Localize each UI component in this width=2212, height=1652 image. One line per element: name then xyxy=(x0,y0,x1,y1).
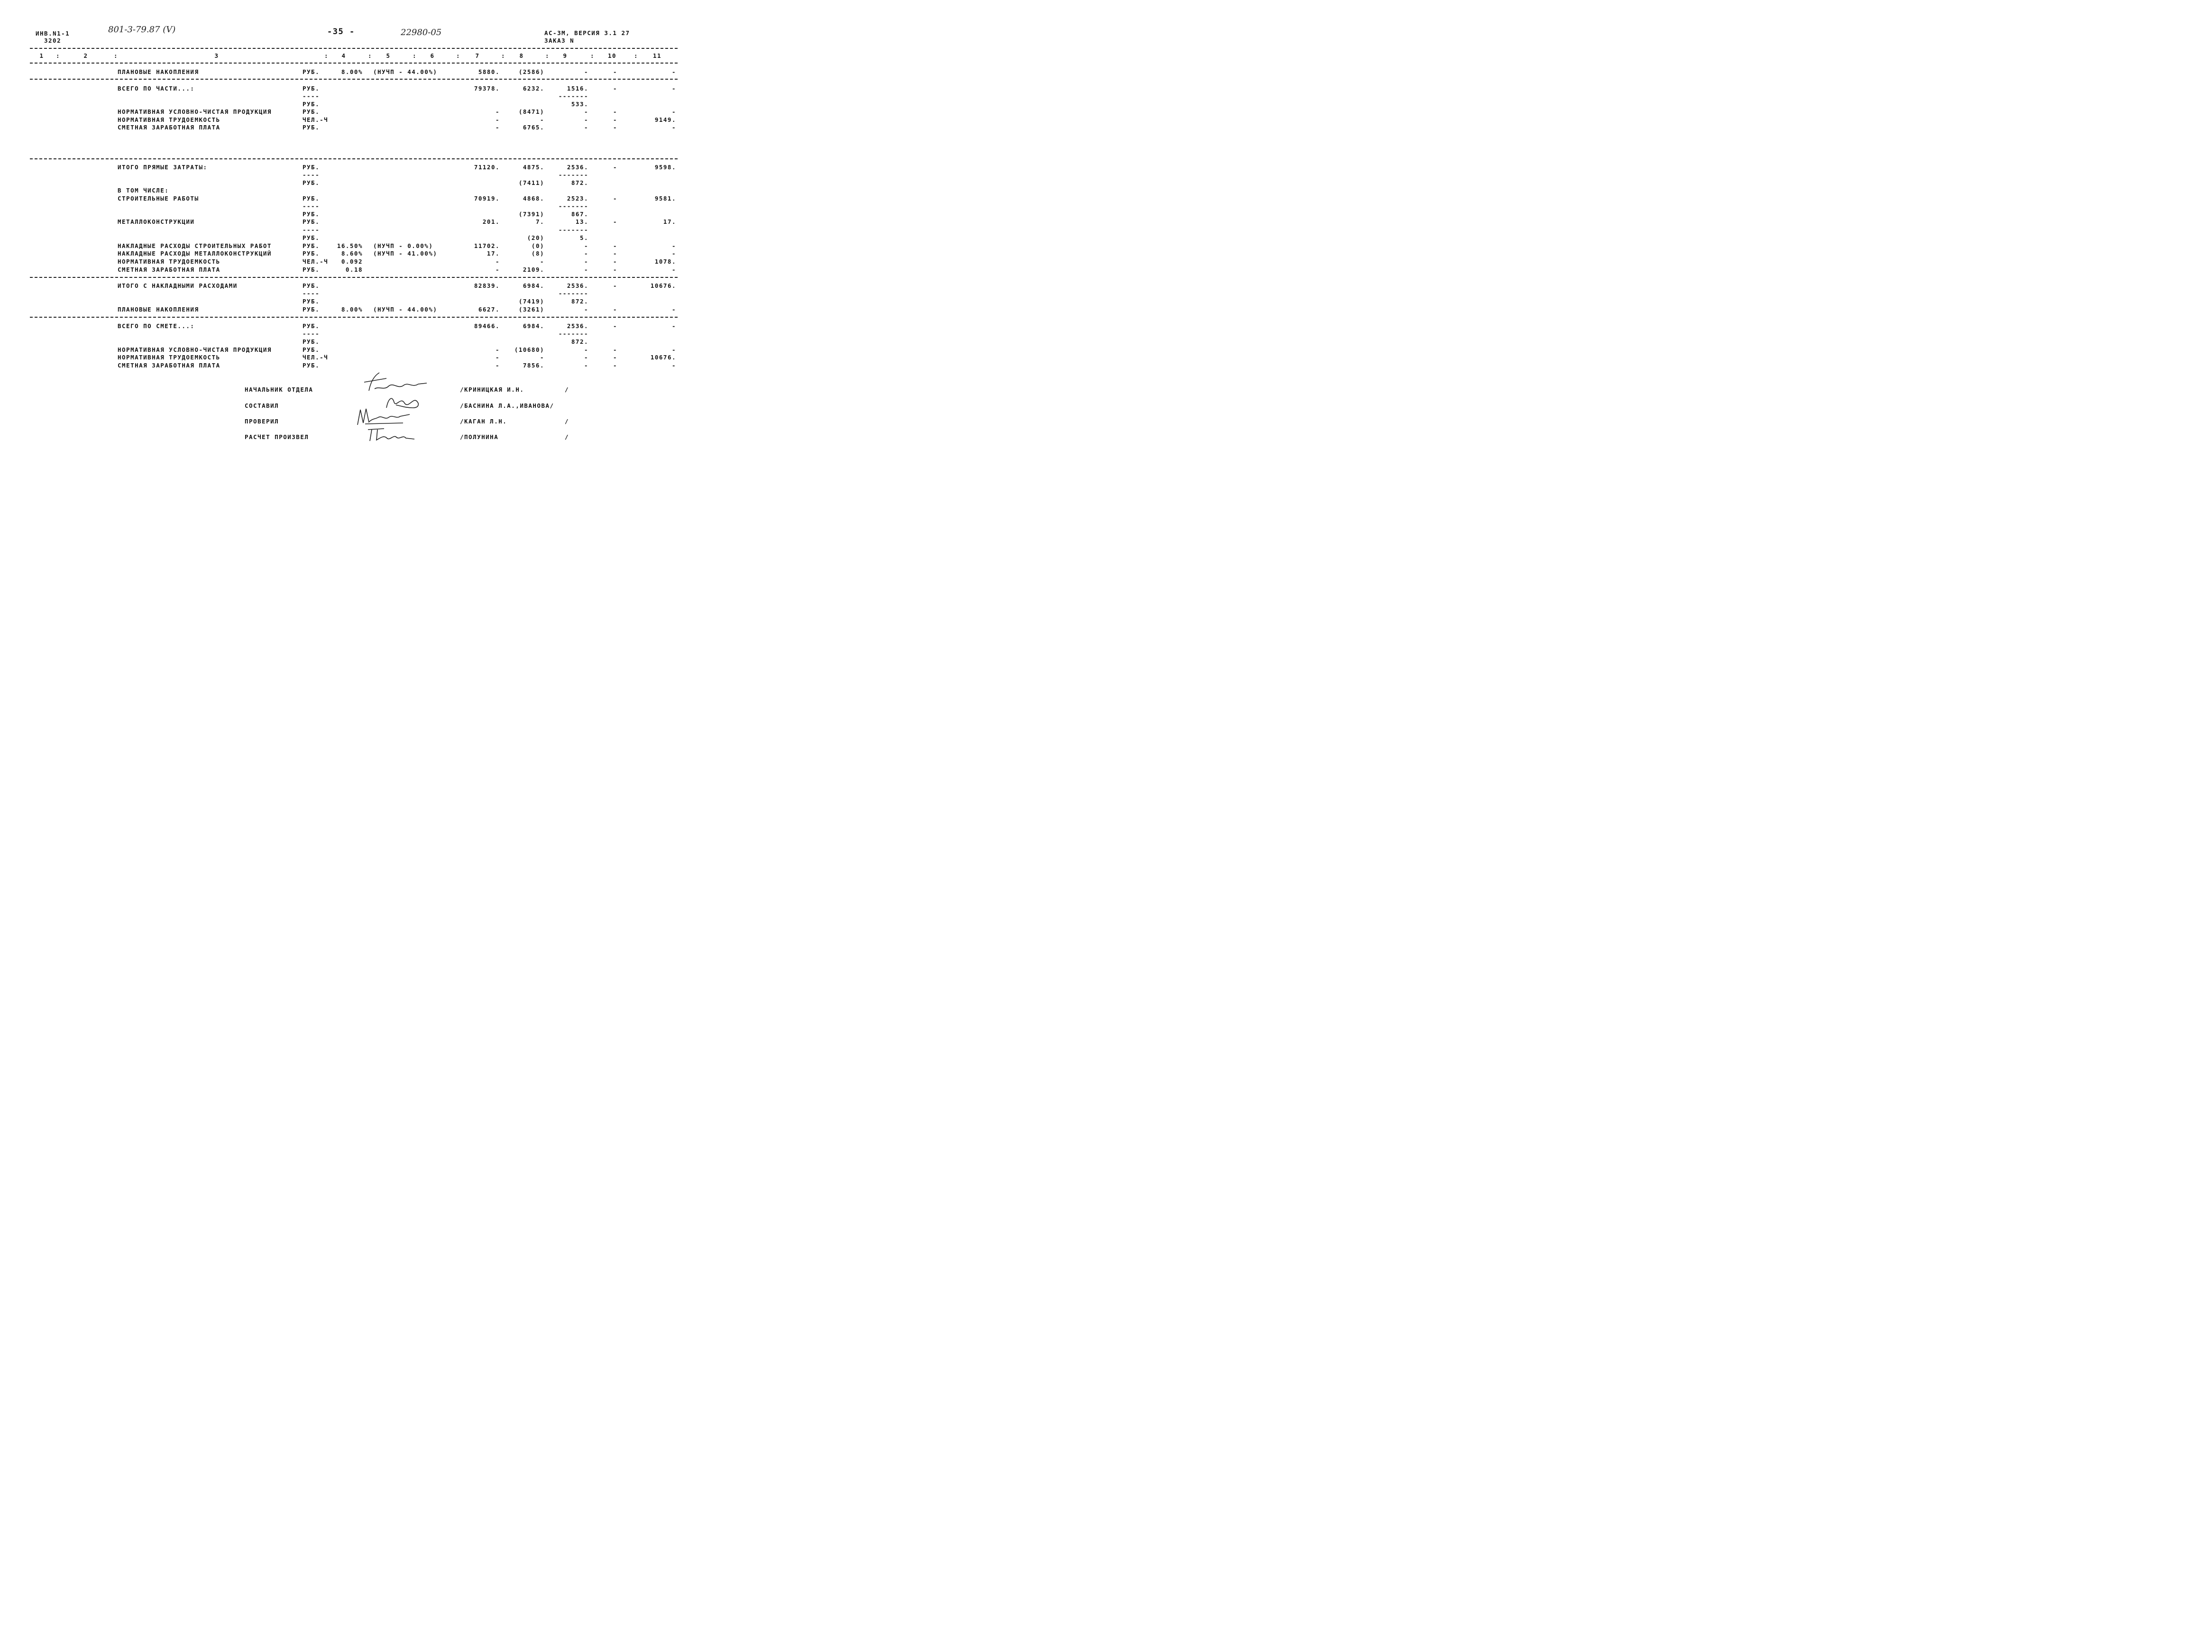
column-number: 4 xyxy=(341,52,346,59)
table-cell: (7419) xyxy=(518,298,544,305)
table-cell: ------- xyxy=(558,330,588,337)
table-cell: РУБ. xyxy=(303,218,320,225)
table-cell: - xyxy=(584,242,588,249)
table-cell: (7391) xyxy=(518,211,544,218)
table-cell: ---- xyxy=(303,92,320,100)
column-separator: : xyxy=(368,52,373,59)
table-cell: РУБ. xyxy=(303,362,320,369)
table-cell: ------- xyxy=(558,290,588,297)
table-cell: РУБ. xyxy=(303,306,320,313)
table-cell: (8471) xyxy=(518,108,544,115)
table-cell: - xyxy=(613,116,617,123)
column-separator: : xyxy=(545,52,550,59)
table-cell: ------- xyxy=(558,202,588,210)
table-cell: (8) xyxy=(531,250,544,257)
table-cell: 867. xyxy=(571,211,588,218)
table-cell: - xyxy=(613,85,617,92)
table-cell: - xyxy=(671,124,676,131)
table-cell: (0) xyxy=(531,242,544,249)
table-cell: РУБ. xyxy=(303,234,320,241)
table-cell: 89466. xyxy=(474,322,500,330)
signature-role: НАЧАЛЬНИК ОТДЕЛА xyxy=(245,386,313,393)
table-cell: НОРМАТИВНАЯ ТРУДОЕМКОСТЬ xyxy=(118,354,220,361)
table-cell: РУБ. xyxy=(303,242,320,249)
section-rule xyxy=(30,277,678,278)
signature-end: / xyxy=(565,433,569,441)
table-cell: - xyxy=(540,354,544,361)
table-cell: 11702. xyxy=(474,242,500,249)
table-cell: 6627. xyxy=(478,306,500,313)
handwritten-order-number: 22980-05 xyxy=(401,28,442,37)
program-version: АС-3М, ВЕРСИЯ 3.1 27 xyxy=(544,29,630,37)
table-cell: - xyxy=(613,108,617,115)
table-cell: 4875. xyxy=(523,164,544,171)
table-cell: НОРМАТИВНАЯ УСЛОВНО-ЧИСТАЯ ПРОДУКЦИЯ xyxy=(118,346,272,353)
table-cell: (2586) xyxy=(518,68,544,75)
table-cell: - xyxy=(613,282,617,289)
table-cell: 16.50% xyxy=(337,242,363,249)
table-cell: 872. xyxy=(571,298,588,305)
table-cell: (10680) xyxy=(514,346,544,353)
table-cell: - xyxy=(613,346,617,353)
table-cell: ЧЕЛ.-Ч xyxy=(303,354,329,361)
table-cell: - xyxy=(613,250,617,257)
table-cell: 9581. xyxy=(654,195,676,202)
table-cell: 79378. xyxy=(474,85,500,92)
section-rule xyxy=(30,158,678,159)
section-rule xyxy=(30,317,678,318)
table-cell: НАКЛАДНЫЕ РАСХОДЫ МЕТАЛЛОКОНСТРУКЦИЙ xyxy=(118,250,272,257)
column-separator: : xyxy=(413,52,417,59)
column-number: 8 xyxy=(519,52,524,59)
column-number: 3 xyxy=(214,52,219,59)
table-cell: 6984. xyxy=(523,282,544,289)
table-cell: ---- xyxy=(303,330,320,337)
column-separator: : xyxy=(114,52,119,59)
table-cell: 2536. xyxy=(567,322,588,330)
table-cell: - xyxy=(613,266,617,273)
table-cell: РУБ. xyxy=(303,282,320,289)
order-label: ЗАКАЗ N xyxy=(544,37,575,44)
column-number: 7 xyxy=(475,52,480,59)
inventory-label: ИНВ.N1-1 xyxy=(36,30,70,37)
column-number: 6 xyxy=(430,52,435,59)
table-cell: ------- xyxy=(558,226,588,233)
table-cell: - xyxy=(495,266,500,273)
table-cell: - xyxy=(671,322,676,330)
table-cell: 71120. xyxy=(474,164,500,171)
table-cell: НОРМАТИВНАЯ ТРУДОЕМКОСТЬ xyxy=(118,258,220,265)
table-cell: - xyxy=(495,258,500,265)
table-cell: (7411) xyxy=(518,179,544,186)
table-cell: 5880. xyxy=(478,68,500,75)
table-cell: 1516. xyxy=(567,85,588,92)
column-separator: : xyxy=(324,52,329,59)
table-cell: - xyxy=(671,362,676,369)
column-number: 2 xyxy=(83,52,88,59)
table-cell: - xyxy=(613,164,617,171)
table-cell: РУБ. xyxy=(303,85,320,92)
column-separator: : xyxy=(634,52,639,59)
table-cell: РУБ. xyxy=(303,250,320,257)
table-cell: - xyxy=(613,362,617,369)
table-cell: СМЕТНАЯ ЗАРАБОТНАЯ ПЛАТА xyxy=(118,266,220,273)
table-cell: - xyxy=(495,116,500,123)
column-number: 11 xyxy=(652,52,662,59)
table-cell: - xyxy=(613,218,617,225)
table-cell: - xyxy=(584,108,588,115)
signature-role: ПРОВЕРИЛ xyxy=(245,418,279,425)
table-cell: - xyxy=(540,116,544,123)
table-cell: - xyxy=(495,362,500,369)
table-cell: (НУЧП - 41.00%) xyxy=(373,250,438,257)
table-cell: 8.60% xyxy=(341,250,363,257)
table-cell: 0.092 xyxy=(341,258,363,265)
table-cell: 533. xyxy=(571,101,588,108)
table-cell: 7856. xyxy=(523,362,544,369)
page-number: -35 - xyxy=(327,27,355,37)
table-cell: (НУЧП - 44.00%) xyxy=(373,306,438,313)
table-cell: - xyxy=(613,258,617,265)
table-cell: НОРМАТИВНАЯ УСЛОВНО-ЧИСТАЯ ПРОДУКЦИЯ xyxy=(118,108,272,115)
column-separator: : xyxy=(501,52,506,59)
signature-end: / xyxy=(565,418,569,425)
table-cell: (3261) xyxy=(518,306,544,313)
table-cell: СТРОИТЕЛЬНЫЕ РАБОТЫ xyxy=(118,195,199,202)
header-rule-top xyxy=(30,48,678,49)
table-cell: - xyxy=(584,346,588,353)
table-cell: - xyxy=(613,242,617,249)
table-cell: ВСЕГО ПО СМЕТЕ...: xyxy=(118,322,195,330)
table-cell: 17. xyxy=(486,250,500,257)
table-cell: 7. xyxy=(535,218,544,225)
column-number: 5 xyxy=(386,52,391,59)
signature-calculator xyxy=(365,425,417,444)
table-cell: - xyxy=(613,354,617,361)
header-rule-bottom xyxy=(30,63,678,64)
table-cell: - xyxy=(613,68,617,75)
table-cell: РУБ. xyxy=(303,164,320,171)
section-rule xyxy=(30,79,678,80)
signature-head-of-department xyxy=(360,372,431,395)
table-cell: 6232. xyxy=(523,85,544,92)
table-cell: - xyxy=(495,108,500,115)
table-cell: ИТОГО ПРЯМЫЕ ЗАТРАТЫ: xyxy=(118,164,208,171)
table-cell: ИТОГО С НАКЛАДНЫМИ РАСХОДАМИ xyxy=(118,282,238,289)
table-cell: 10676. xyxy=(650,282,676,289)
table-cell: 17. xyxy=(663,218,676,225)
table-cell: СМЕТНАЯ ЗАРАБОТНАЯ ПЛАТА xyxy=(118,362,220,369)
column-separator: : xyxy=(590,52,595,59)
table-cell: ВСЕГО ПО ЧАСТИ...: xyxy=(118,85,195,92)
table-cell: 0.18 xyxy=(345,266,363,273)
table-cell: - xyxy=(584,258,588,265)
table-cell: РУБ. xyxy=(303,298,320,305)
table-cell: - xyxy=(671,306,676,313)
table-cell: - xyxy=(613,322,617,330)
table-cell: - xyxy=(671,346,676,353)
table-cell: ---- xyxy=(303,202,320,210)
table-cell: - xyxy=(671,250,676,257)
table-cell: 13. xyxy=(575,218,588,225)
column-number: 1 xyxy=(39,52,44,59)
table-cell: РУБ. xyxy=(303,346,320,353)
table-cell: - xyxy=(671,85,676,92)
table-cell: 8.00% xyxy=(341,306,363,313)
column-separator: : xyxy=(56,52,61,59)
table-cell: - xyxy=(495,346,500,353)
table-cell: - xyxy=(495,124,500,131)
column-number: 9 xyxy=(563,52,568,59)
table-cell: 201. xyxy=(482,218,500,225)
column-separator: : xyxy=(456,52,461,59)
table-cell: РУБ. xyxy=(303,101,320,108)
table-cell: РУБ. xyxy=(303,124,320,131)
table-cell: - xyxy=(671,266,676,273)
table-cell: 2523. xyxy=(567,195,588,202)
table-cell: (НУЧП - 0.00%) xyxy=(373,242,433,249)
table-cell: 8.00% xyxy=(341,68,363,75)
table-cell: 6984. xyxy=(523,322,544,330)
table-cell: ------- xyxy=(558,92,588,100)
table-cell: 10676. xyxy=(650,354,676,361)
table-cell: - xyxy=(671,242,676,249)
table-cell: РУБ. xyxy=(303,68,320,75)
table-cell: - xyxy=(584,116,588,123)
table-cell: РУБ. xyxy=(303,322,320,330)
signature-checker xyxy=(351,406,413,427)
table-cell: ---- xyxy=(303,290,320,297)
table-cell: РУБ. xyxy=(303,179,320,186)
table-cell: ПЛАНОВЫЕ НАКОПЛЕНИЯ xyxy=(118,68,199,75)
table-cell: РУБ. xyxy=(303,266,320,273)
table-cell: - xyxy=(671,108,676,115)
table-cell: - xyxy=(584,362,588,369)
table-cell: 872. xyxy=(571,179,588,186)
table-cell: - xyxy=(584,354,588,361)
table-cell: - xyxy=(613,195,617,202)
table-cell: - xyxy=(584,306,588,313)
table-cell: МЕТАЛЛОКОНСТРУКЦИИ xyxy=(118,218,195,225)
table-cell: НАКЛАДНЫЕ РАСХОДЫ СТРОИТЕЛЬНЫХ РАБОТ xyxy=(118,242,272,249)
table-cell: 2536. xyxy=(567,164,588,171)
table-cell: 70919. xyxy=(474,195,500,202)
signature-role: РАСЧЕТ ПРОИЗВЕЛ xyxy=(245,433,309,441)
table-cell: - xyxy=(495,354,500,361)
table-cell: ЧЕЛ.-Ч xyxy=(303,116,329,123)
table-cell: 6765. xyxy=(523,124,544,131)
table-cell: 872. xyxy=(571,338,588,345)
signature-role: СОСТАВИЛ xyxy=(245,402,279,409)
table-cell: 2536. xyxy=(567,282,588,289)
table-cell: РУБ. xyxy=(303,108,320,115)
table-cell: ЧЕЛ.-Ч xyxy=(303,258,329,265)
table-cell: 1078. xyxy=(654,258,676,265)
column-number: 10 xyxy=(607,52,617,59)
table-cell: ПЛАНОВЫЕ НАКОПЛЕНИЯ xyxy=(118,306,199,313)
table-cell: ---- xyxy=(303,226,320,233)
table-cell: - xyxy=(584,124,588,131)
table-cell: В ТОМ ЧИСЛЕ: xyxy=(118,187,169,194)
table-cell: - xyxy=(584,266,588,273)
table-cell: (НУЧП - 44.00%) xyxy=(373,68,438,75)
signature-name: /КАГАН Л.Н. xyxy=(460,418,507,425)
table-cell: - xyxy=(584,68,588,75)
table-cell: - xyxy=(540,258,544,265)
table-cell: (20) xyxy=(527,234,544,241)
signature-end: / xyxy=(565,386,569,393)
table-cell: - xyxy=(584,250,588,257)
inventory-number: 3202 xyxy=(44,37,62,44)
handwritten-project-code: 801-3-79.87 (V) xyxy=(108,25,176,35)
table-cell: ------- xyxy=(558,171,588,178)
table-cell: 9149. xyxy=(654,116,676,123)
signature-name: /БАСНИНА Л.А.,ИВАНОВА/ xyxy=(460,402,554,409)
table-cell: - xyxy=(613,124,617,131)
table-cell: 4868. xyxy=(523,195,544,202)
table-cell: НОРМАТИВНАЯ ТРУДОЕМКОСТЬ xyxy=(118,116,220,123)
table-cell: РУБ. xyxy=(303,195,320,202)
table-cell: 5. xyxy=(579,234,588,241)
signature-name: /КРИНИЦКАЯ И.Н. xyxy=(460,386,524,393)
table-cell: РУБ. xyxy=(303,211,320,218)
table-cell: СМЕТНАЯ ЗАРАБОТНАЯ ПЛАТА xyxy=(118,124,220,131)
table-cell: 9598. xyxy=(654,164,676,171)
table-cell: ---- xyxy=(303,171,320,178)
table-cell: РУБ. xyxy=(303,338,320,345)
signature-name: /ПОЛУНИНА xyxy=(460,433,499,441)
table-cell: 82839. xyxy=(474,282,500,289)
table-cell: 2109. xyxy=(523,266,544,273)
table-cell: - xyxy=(613,306,617,313)
table-cell: - xyxy=(671,68,676,75)
